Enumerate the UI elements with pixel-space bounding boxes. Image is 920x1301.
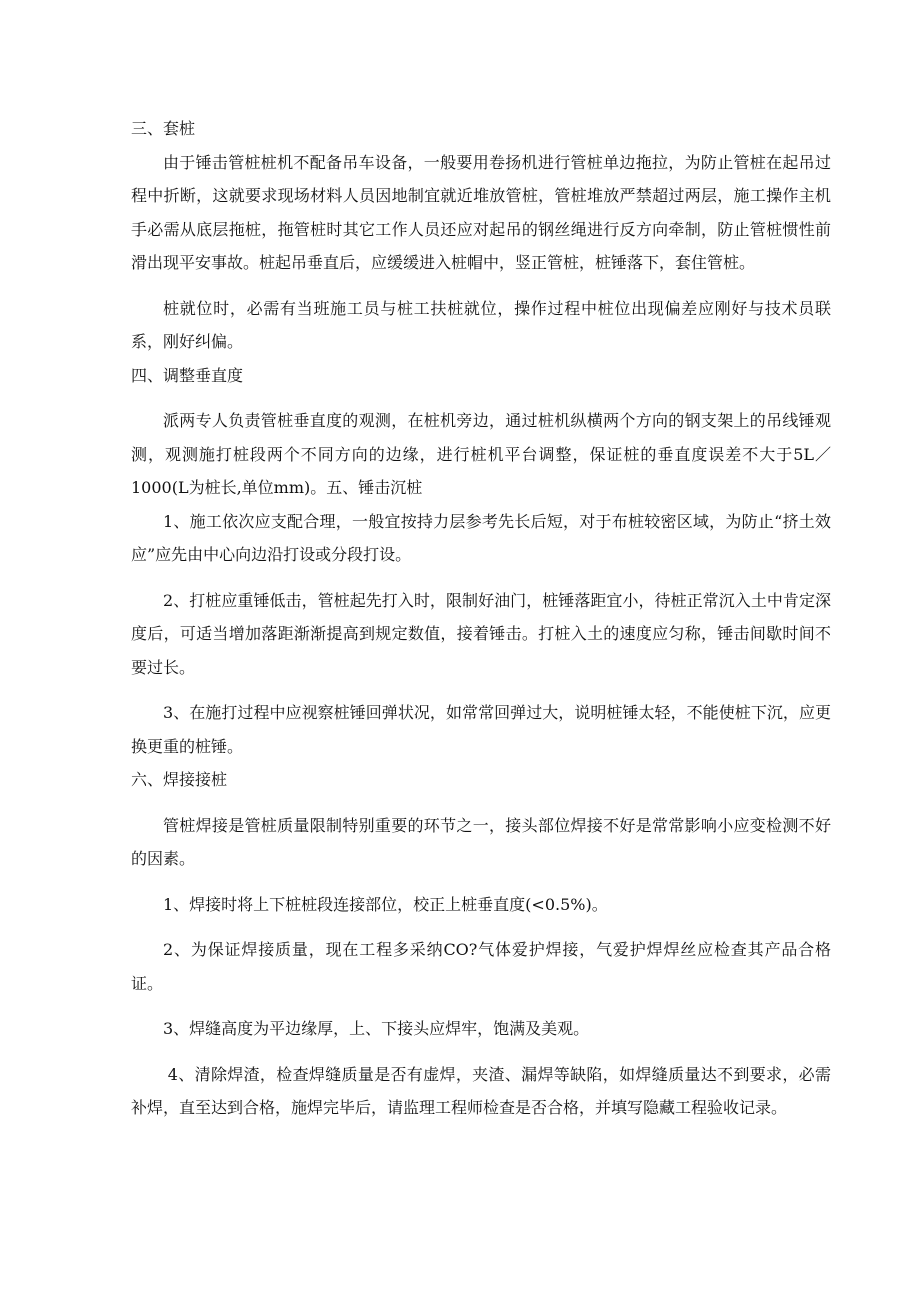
paragraph-driving-item-2: 2、打桩应重锤低击，管桩起先打入时，限制好油门，桩锤落距宜小，待桩正常沉入土中肯定深度后，可适当增加落距渐渐提高到规定数值，接着锤击。打桩入土的速度应匀称，锤击间歇时间不要过长。 bbox=[131, 590, 831, 677]
paragraph-driving-item-3: 3、在施打过程中应视察桩锤回弹状况，如常常回弹过大，说明桩锤太轻，不能使桩下沉，应更换更重的桩锤。 bbox=[131, 703, 831, 756]
paragraph-welding-item-3: 3、焊缝高度为平边缘厚，上、下接头应焊牢，饱满及美观。 bbox=[163, 1019, 590, 1038]
paragraph-verticality: 派两专人负责管桩垂直度的观测，在桩机旁边，通过桩机纵横两个方向的钢支架上的吊线锤观测，观测施打桩段两个不同方向的边缘，进行桩机平台调整，保证桩的垂直度误差不大于5L／1000(L为桩长,单位mm)。五、锤击沉桩 bbox=[131, 411, 831, 497]
section-heading-three: 三、套桩 bbox=[131, 119, 196, 138]
section-heading-six: 六、焊接接桩 bbox=[131, 770, 228, 789]
paragraph-pile-lifting: 由于锤击管桩桩机不配备吊车设备，一般要用卷扬机进行管桩单边拖拉，为防止管桩在起吊过程中折断，这就要求现场材料人员因地制宜就近堆放管桩，管桩堆放严禁超过两层，施工操作主机手必需从底层拖桩，拖管桩时其它工作人员还应对起吊的钢丝绳进行反方向牵制，防止管桩惯性前滑出现平安事故。桩起吊垂直后，应缓缓进入桩帽中，竖正管桩，桩锤落下，套住管桩。 bbox=[131, 152, 831, 272]
paragraph-welding-intro: 管桩焊接是管桩质量限制特别重要的环节之一，接头部位焊接不好是常常影响小应变检测不好的因素。 bbox=[131, 815, 831, 868]
section-heading-four: 四、调整垂直度 bbox=[131, 365, 244, 385]
document-body bbox=[131, 112, 831, 1125]
paragraph-welding-item-1: 1、焊接时将上下桩桩段连接部位，校正上桩垂直度(<0.5%)。 bbox=[163, 894, 608, 914]
paragraph-welding-item-4: 4、清除焊渣，检查焊缝质量是否有虚焊，夹渣、漏焊等缺陷，如焊缝质量达不到要求，必需补焊，直至达到合格，施焊完毕后，请监理工程师检查是否合格，并填写隐藏工程验收记录。 bbox=[131, 1064, 831, 1117]
paragraph-welding-item-2: 2、为保证焊接质量，现在工程多采纳CO?气体爱护焊接，气爱护焊焊丝应检查其产品合格证。 bbox=[131, 940, 831, 993]
paragraph-pile-positioning: 桩就位时，必需有当班施工员与桩工扶桩就位，操作过程中桩位出现偏差应刚好与技术员联系，刚好纠偏。 bbox=[131, 298, 831, 351]
paragraph-driving-item-1: 1、施工依次应支配合理，一般宜按持力层参考先长后短，对于布桩较密区域，为防止“挤土效应”应先由中心向边沿打设或分段打设。 bbox=[131, 511, 831, 564]
